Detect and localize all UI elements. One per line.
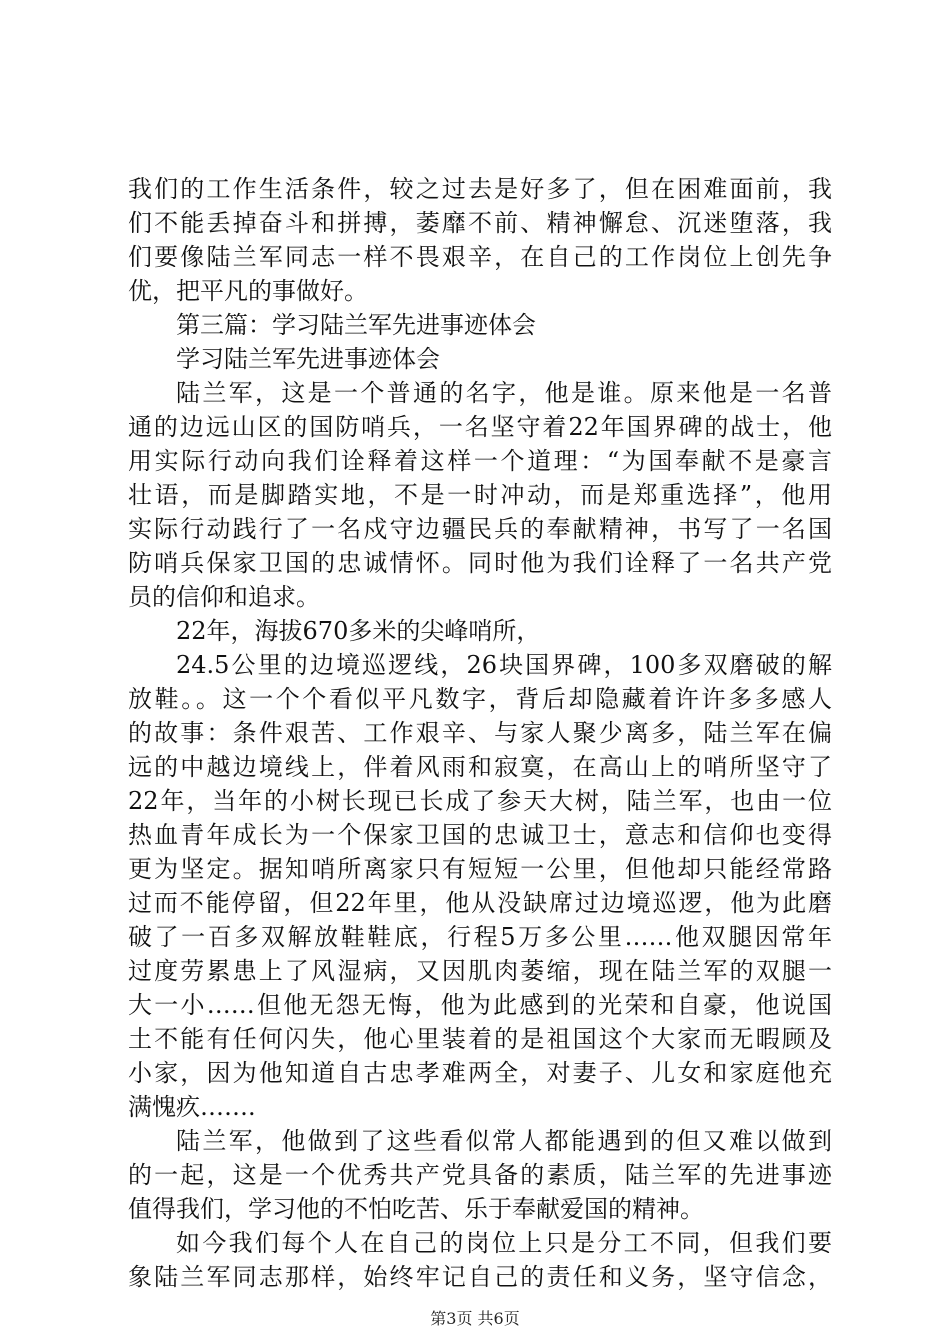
text-line: 热血青年成长为一个保家卫国的忠诚卫士，意志和信仰也变得	[128, 821, 832, 849]
text-line: 过而不能停留，但22年里，他从没缺席过边境巡逻，他为此磨	[128, 889, 832, 917]
text-line: 值得我们，学习他的不怕吃苦、乐于奉献爱国的精神。	[128, 1195, 704, 1223]
text-line: 22年，当年的小树长现已长成了参天大树，陆兰军，也由一位	[128, 787, 832, 815]
text-line: 陆兰军，他做到了这些看似常人都能遇到的但又难以做到	[176, 1127, 832, 1155]
text-line: 的故事：条件艰苦、工作艰辛、与家人聚少离多，陆兰军在偏	[128, 719, 832, 747]
text-line: 防哨兵保家卫国的忠诚情怀。同时他为我们诠释了一名共产党	[128, 549, 832, 577]
text-line: 破了一百多双解放鞋鞋底，行程5万多公里……他双腿因常年	[128, 923, 832, 951]
text-line: 第三篇：学习陆兰军先进事迹体会	[176, 311, 536, 339]
text-line: 壮语，而是脚踏实地，不是一时冲动，而是郑重选择”，他用	[128, 481, 832, 509]
text-line: 们不能丢掉奋斗和拼搏，萎靡不前、精神懈怠、沉迷堕落，我	[128, 209, 832, 237]
text-line: 小家，因为他知道自古忠孝难两全，对妻子、儿女和家庭他充	[128, 1059, 832, 1087]
text-line: 大一小……但他无怨无悔，他为此感到的光荣和自豪，他说国	[128, 991, 832, 1019]
page-footer: 第3页 共6页	[430, 1309, 520, 1328]
text-line: 过度劳累患上了风湿病，又因肌肉萎缩，现在陆兰军的双腿一	[128, 957, 832, 985]
text-line: 远的中越边境线上，伴着风雨和寂寞，在高山上的哨所坚守了	[128, 753, 832, 781]
text-line: 象陆兰军同志那样，始终牢记自己的责任和义务，坚守信念，	[128, 1263, 832, 1291]
text-line: 用实际行动向我们诠释着这样一个道理：“为国奉献不是豪言	[128, 447, 832, 475]
text-line: 更为坚定。据知哨所离家只有短短一公里，但他却只能经常路	[128, 855, 832, 883]
text-line: 优，把平凡的事做好。	[128, 277, 368, 305]
text-line: 陆兰军，这是一个普通的名字，他是谁。原来他是一名普	[176, 379, 832, 407]
text-line: 通的边远山区的国防哨兵，一名坚守着22年国界碑的战士，他	[128, 413, 832, 441]
document-body	[128, 172, 832, 1294]
text-line: 放鞋。。这一个个看似平凡数字，背后却隐藏着许许多多感人	[128, 685, 832, 713]
text-line: 的一起，这是一个优秀共产党具备的素质，陆兰军的先进事迹	[128, 1161, 832, 1189]
text-line: 24.5公里的边境巡逻线，26块国界碑，100多双磨破的解	[176, 651, 832, 679]
text-line: 实际行动践行了一名戍守边疆民兵的奉献精神，书写了一名国	[128, 515, 832, 543]
text-line: 我们的工作生活条件，较之过去是好多了，但在困难面前，我	[128, 175, 832, 203]
text-line: 22年，海拔670多米的尖峰哨所，	[176, 617, 541, 645]
text-line: 员的信仰和追求。	[128, 583, 320, 611]
text-line: 土不能有任何闪失，他心里装着的是祖国这个大家而无暇顾及	[128, 1025, 832, 1053]
text-line: 满愧疚…….	[128, 1093, 256, 1121]
text-line: 如今我们每个人在自己的岗位上只是分工不同，但我们要	[176, 1229, 832, 1257]
text-line: 们要像陆兰军同志一样不畏艰辛，在自己的工作岗位上创先争	[128, 243, 832, 271]
text-line: 学习陆兰军先进事迹体会	[176, 345, 440, 373]
